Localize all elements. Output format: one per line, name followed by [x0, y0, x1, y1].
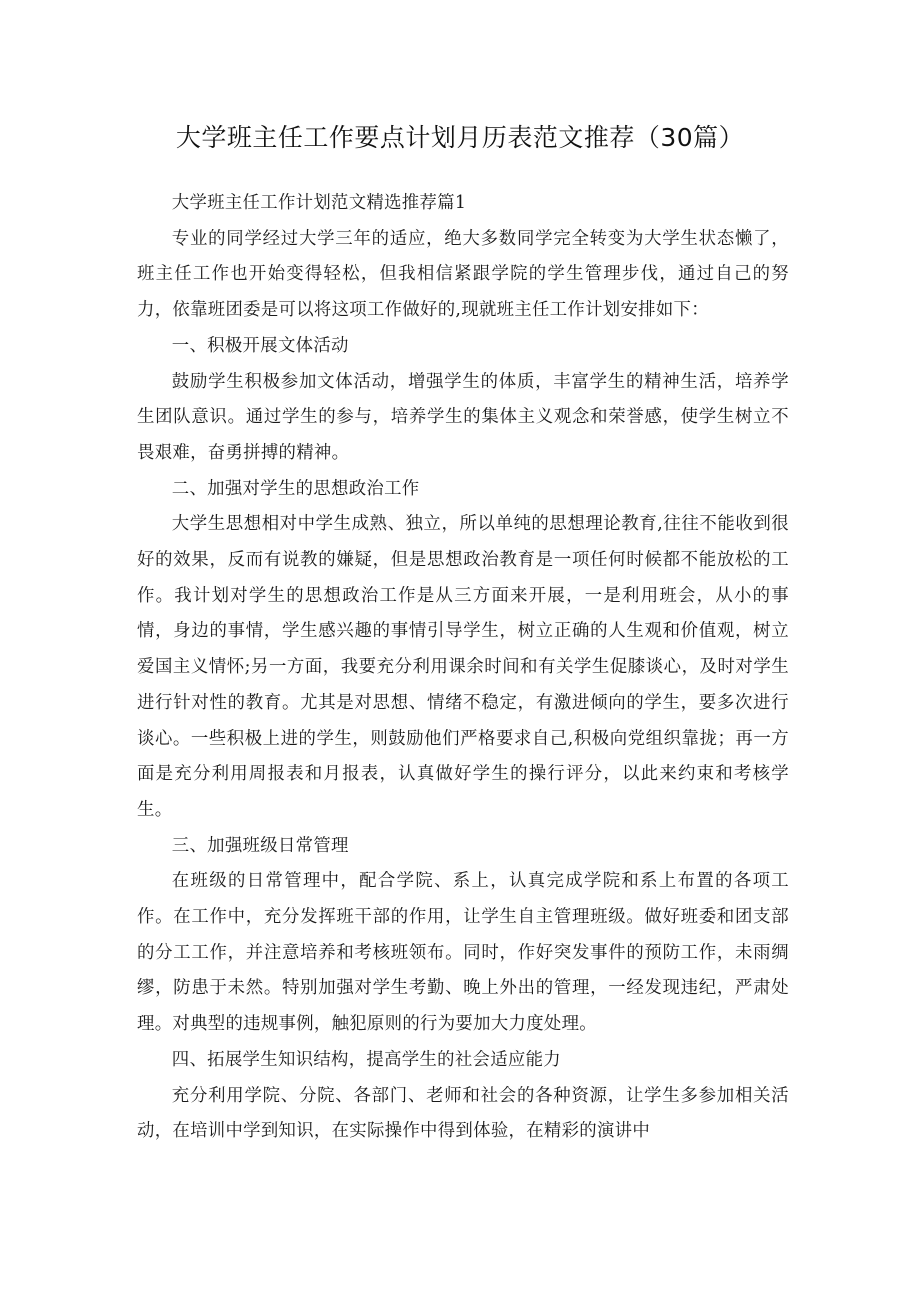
body-paragraph: 在班级的日常管理中，配合学院、系上，认真完成学院和系上布置的各项工作。在工作中，充分发挥班干部的作用，让学生自主管理班级。做好班委和团支部的分工工作，并注意培养和考核班领布。同时，作好突发事件的预防工作，未雨绸缪，防患于未然。特别加强对学生考勤、晚上外出的管理，一经发现违纪，严肃处理。对典型的违规事例，触犯原则的行为要加大力度处理。: [137, 871, 789, 1035]
body-paragraph: 充分利用学院、分院、各部门、老师和社会的各种资源，让学生多参加相关活动，在培训中学到知识，在实际操作中得到体验，在精彩的演讲中: [137, 1085, 789, 1142]
body-paragraph: 专业的同学经过大学三年的适应，绝大多数同学完全转变为大学生状态懒了，班主任工作也开始变得轻松，但我相信紧跟学院的学生管理步伐，通过自己的努力，依靠班团委是可以将这项工作做好的,现就班主任工作计划安排如下：: [137, 228, 789, 321]
body-paragraph: 大学生思想相对中学生成熟、独立，所以单纯的思想理论教育,往往不能收到很好的效果，反而有说教的嫌疑，但是思想政治教育是一项任何时候都不能放松的工作。我计划对学生的思想政治工作是从三方面来开展，一是利用班会，从小的事情，身边的事情，学生感兴趣的事情引导学生，树立正确的人生观和价值观，树立爱国主义情怀;另一方面，我要充分利用课余时间和有关学生促膝谈心，及时对学生进行针对性的教育。尤其是对思想、情绪不稳定，有激进倾向的学生，要多次进行谈心。一些积极上进的学生，则鼓励他们严格要求自己,积极向党组织靠拢；再一方面是充分利用周报表和月报表，认真做好学生的操行评分，以此来约束和考核学生。: [137, 514, 789, 820]
body-paragraph: 鼓励学生积极参加文体活动，增强学生的体质，丰富学生的精神生活，培养学生团队意识。通过学生的参与，培养学生的集体主义观念和荣誉感，使学生树立不畏艰难，奋勇拼搏的精神。: [137, 371, 789, 463]
section-heading: 大学班主任工作计划范文精选推荐篇1: [171, 193, 467, 213]
section-heading: 一、积极开展文体活动: [171, 335, 349, 356]
document-body: [137, 186, 789, 1150]
document-title: 大学班主任工作要点计划月历表范文推荐（30篇）: [175, 123, 745, 152]
section-heading: 四、拓展学生知识结构，提高学生的社会适应能力: [171, 1049, 561, 1070]
section-heading: 三、加强班级日常管理: [171, 835, 349, 856]
section-heading: 二、加强对学生的思想政治工作: [171, 478, 420, 499]
